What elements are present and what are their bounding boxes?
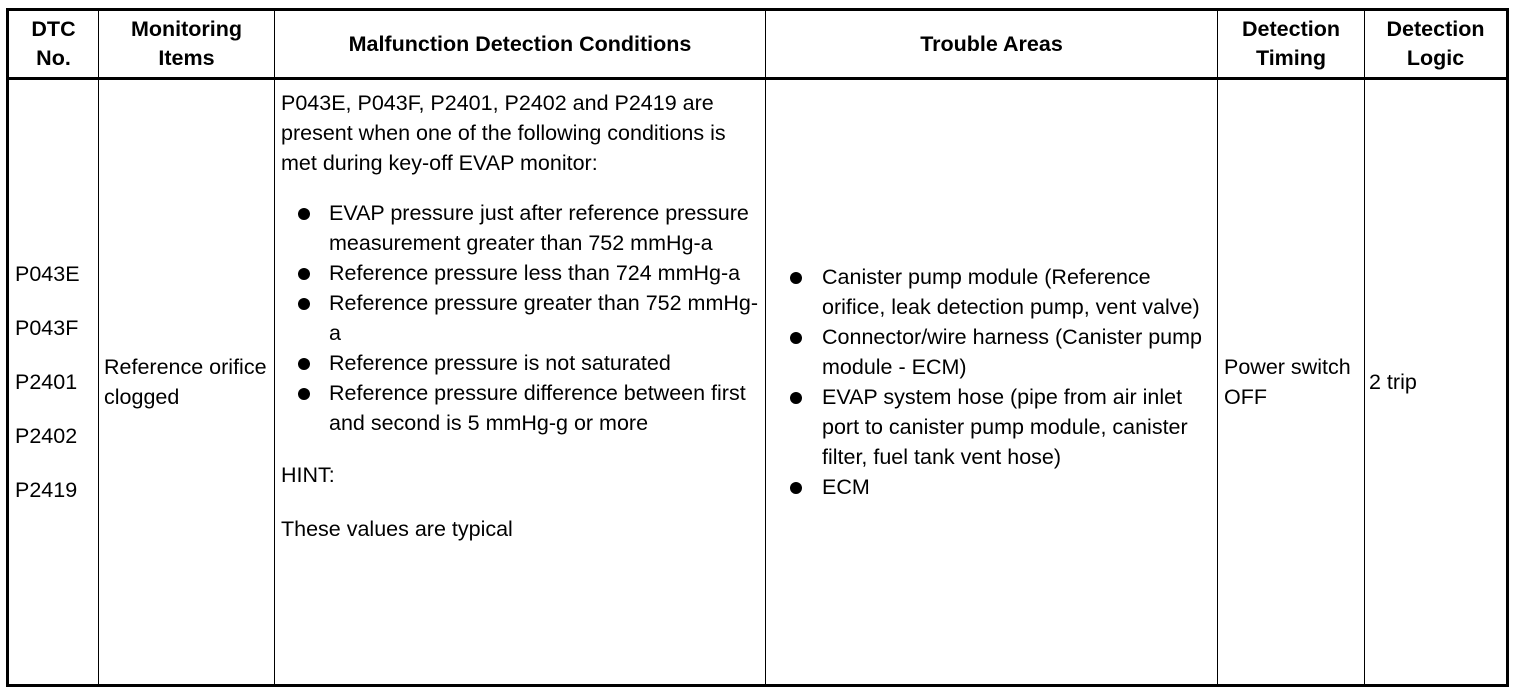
dtc-code: P2401: [15, 370, 78, 394]
detection-logic-cell: 2 trip: [1365, 79, 1508, 686]
dtc-code: P043E: [15, 262, 80, 286]
trouble-areas-list: [776, 262, 1211, 502]
header-dtc-no: DTC No.: [8, 10, 99, 79]
condition-item: Reference pressure greater than 752 mmHg-a: [281, 288, 759, 348]
hint-label: HINT:: [281, 463, 335, 487]
trouble-areas-cell: [766, 79, 1218, 686]
condition-item: Reference pressure is not saturated: [281, 348, 759, 378]
conditions-list: [281, 198, 759, 438]
header-row: [8, 10, 1508, 79]
dtc-code: P2402: [15, 424, 78, 448]
header-detection-timing: Detection Timing: [1218, 10, 1365, 79]
dtc-table: [6, 8, 1509, 687]
dtc-codes-cell: [8, 79, 99, 686]
header-trouble-areas: Trouble Areas: [766, 10, 1218, 79]
condition-item: Reference pressure less than 724 mmHg-a: [281, 258, 759, 288]
header-monitoring-items: Monitoring Items: [99, 10, 275, 79]
monitoring-item-cell: Reference orifice clogged: [99, 79, 275, 686]
trouble-area-item: Connector/wire harness (Canister pump module - ECM): [776, 322, 1211, 382]
trouble-area-item: Canister pump module (Reference orifice, leak detection pump, vent valve): [776, 262, 1211, 322]
header-detection-logic: Detection Logic: [1365, 10, 1508, 79]
conditions-intro: P043E, P043F, P2401, P2402 and P2419 are present when one of the following conditions is met during key-off EVAP monitor:: [281, 91, 726, 175]
hint-text: These values are typical: [281, 517, 513, 541]
dtc-code: P043F: [15, 316, 79, 340]
conditions-cell: [275, 79, 766, 686]
detection-timing-cell: Power switch OFF: [1218, 79, 1365, 686]
table-row: [8, 79, 1508, 686]
trouble-area-item: ECM: [776, 472, 1211, 502]
condition-item: EVAP pressure just after reference pressure measurement greater than 752 mmHg-a: [281, 198, 759, 258]
condition-item: Reference pressure difference between first and second is 5 mmHg-g or more: [281, 378, 759, 438]
header-malfunction-conditions: Malfunction Detection Conditions: [275, 10, 766, 79]
dtc-code: P2419: [15, 478, 78, 502]
trouble-area-item: EVAP system hose (pipe from air inlet port to canister pump module, canister filter, fuel tank vent hose): [776, 382, 1211, 472]
